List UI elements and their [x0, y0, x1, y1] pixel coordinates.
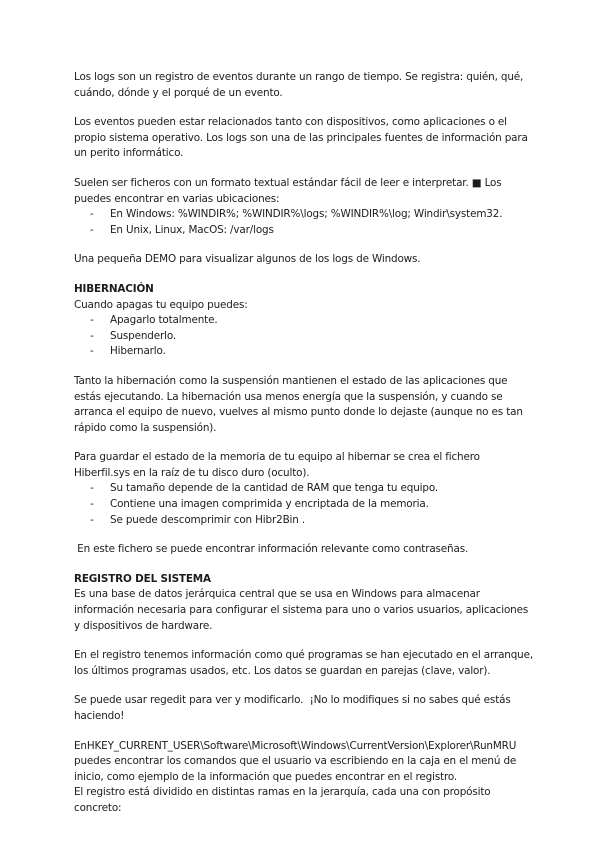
- list-item: - Suspenderlo.: [74, 329, 534, 345]
- hibernacion-paragraph-2: Para guardar el estado de la memoria de tu equipo al hibernar se crea el fichero Hiberfil.sys en la raíz de tu disco duro (oculto).: [74, 451, 480, 479]
- list-item: - En Windows: %WINDIR%; %WINDIR%\logs; %WINDIR%\log; Windir\system32.: [74, 207, 534, 223]
- logs-format-paragraph: Suelen ser ficheros con un formato textual estándar fácil de leer e interpretar. ■ Los puedes encontrar en varias ubicaciones:: [74, 176, 502, 205]
- list-dash: -: [90, 498, 94, 511]
- hibernacion-heading: HIBERNACIÓN: [74, 282, 154, 295]
- logs-definition-paragraph: Los logs son un registro de eventos durante un rango de tiempo. Se registra: quién, qué, cuándo, dónde y el porqué de un evento.: [74, 71, 524, 99]
- registro-paragraph-5: El registro está dividido en distintas ramas en la jerarquía, cada una con propósito concreto:: [74, 786, 491, 814]
- registro-paragraph-1: Es una base de datos jerárquica central que se usa en Windows para almacenar información necesaria para configurar el sistema para uno o varios usuarios, aplicaciones y dispositivos de hardware.: [74, 588, 529, 632]
- registro-paragraph-4: EnHKEY_CURRENT_USER\Software\Microsoft\Windows\CurrentVersion\Explorer\RunMRU puedes encontrar los comandos que el usuario va escribiendo en la caja en el menú de inicio, como ejemplo de la información que puedes encontrar en el registro.: [74, 739, 517, 783]
- list-item: - En Unix, Linux, MacOS: /var/logs: [74, 223, 534, 239]
- registro-paragraph-2: En el registro tenemos información como qué programas se han ejecutado en el arranque, los últimos programas usados, etc. Los datos se guardan en parejas (clave, valor).: [74, 649, 534, 677]
- registro-paragraph-3: Se puede usar regedit para ver y modificarlo. ¡No lo modifiques si no sabes qué estás haciendo!: [74, 694, 514, 722]
- registro-heading: REGISTRO DEL SISTEMA: [74, 572, 211, 585]
- logs-events-paragraph: Los eventos pueden estar relacionados tanto con dispositivos, como aplicaciones o el propio sistema operativo. Los logs son una de las principales fuentes de información para un perito informático.: [74, 116, 528, 160]
- log-locations-list: [74, 207, 534, 238]
- list-item: - Hibernarlo.: [74, 344, 534, 360]
- document-page: [74, 70, 534, 817]
- list-dash: -: [90, 208, 94, 221]
- list-item: - Apagarlo totalmente.: [74, 313, 534, 329]
- list-dash: -: [90, 482, 94, 495]
- hibernacion-paragraph-3: En este fichero se puede encontrar información relevante como contraseñas.: [74, 543, 469, 556]
- list-item: - Se puede descomprimir con Hibr2Bin .: [74, 513, 534, 529]
- list-dash: -: [90, 223, 94, 236]
- list-dash: -: [90, 329, 94, 342]
- list-dash: -: [90, 513, 94, 526]
- list-dash: -: [90, 314, 94, 327]
- list-item: - Su tamaño depende de la cantidad de RAM que tenga tu equipo.: [74, 481, 534, 497]
- demo-paragraph: Una pequeña DEMO para visualizar algunos de los logs de Windows.: [74, 253, 421, 266]
- hibernacion-intro: Cuando apagas tu equipo puedes:: [74, 298, 248, 311]
- shutdown-options-list: [74, 313, 534, 360]
- hiberfil-details-list: [74, 481, 534, 528]
- list-item: - Contiene una imagen comprimida y encriptada de la memoria.: [74, 497, 534, 513]
- hibernacion-paragraph-1: Tanto la hibernación como la suspensión mantienen el estado de las aplicaciones que estás ejecutando. La hibernación usa menos energía que la suspensión, y cuando se arranca el equipo de nuevo, vuelves al mismo punto donde lo dejaste (aunque no es tan rápido como la suspensión).: [74, 374, 523, 434]
- list-dash: -: [90, 345, 94, 358]
